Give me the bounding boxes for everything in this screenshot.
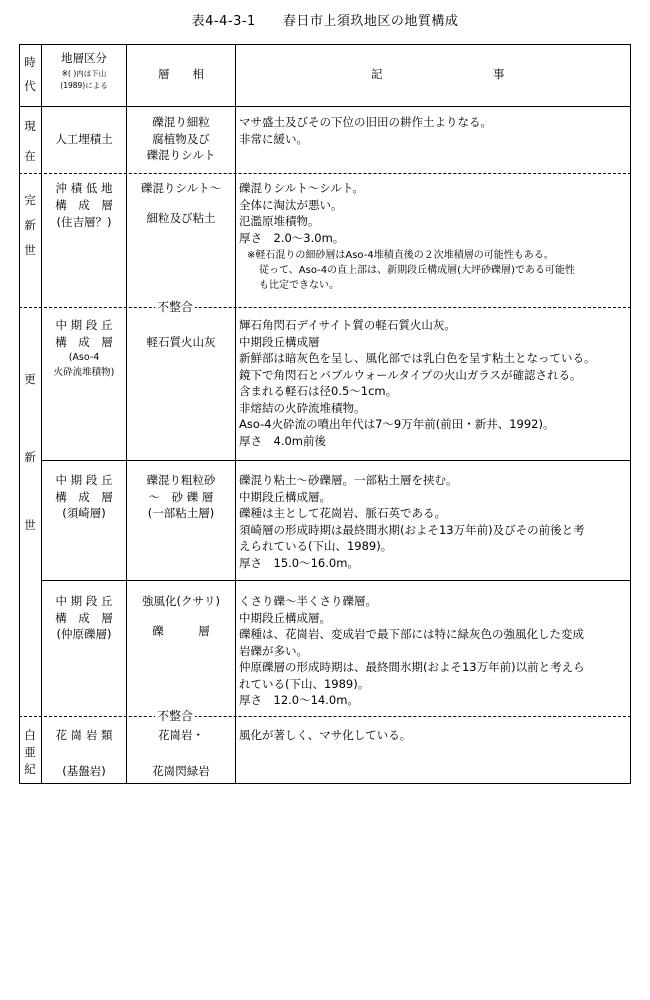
facies-label: 礫混り粗粒砂 ～ 砂 礫 層 (一部粘土層) [146,473,216,520]
description: 礫混り粘土～砂礫層。一部粘土層を挟む。 中期段丘構成層。 礫種は主として花崗岩、脈石英である。 須崎層の形成時期は最終間氷期(およそ13万年前)及びその前後と考 えられている(下山、1989)。 厚さ 15.0～16.0m。 [239,473,585,570]
facies-label: 礫混り細粒 腐植物及び 礫混りシルト [146,115,216,162]
facies-label: 花崗岩・ 花崗閃緑岩 [152,728,210,778]
era-cretaceous: 白 亜 紀 [24,728,36,776]
unit-label: 中 期 段 丘 構 成 層 (Aso-4 火砕流堆積物) [53,318,115,378]
unit-label: 花 崗 岩 類 (基盤岩) [55,728,113,778]
unit-label: 人工埋積土 [55,132,113,146]
description: くさり礫～半くさり礫層。 中期段丘構成層。 礫種は、花崗岩、変成岩で最下部には特に緑灰色の強風化した変成 岩礫が多い。 仲原礫層の形成時期は、最終間氷期(およそ13万年前)以前と考えら れている(下山、1989)。 厚さ 12.0～14.0m。 [239,594,585,707]
header-unit: 地層区分 [61,51,107,65]
unit-label: 中 期 段 丘 構 成 層 (仲原礫層) [55,594,113,641]
header-facies: 層 相 [158,67,204,81]
era-holocene: 完 新 世 [24,193,36,257]
header-era: 時 代 [24,55,36,93]
unconformity-label: 不整合 [157,709,194,723]
facies-label: 強風化(クサリ) 礫 層 [142,594,220,638]
header-desc: 事 [493,67,505,81]
unit-label: 沖 積 低 地 構 成 層 (住吉層？) [55,181,113,229]
geology-table [19,44,631,784]
table-title: 表4-4-3-1 春日市上須玖地区の地質構成 [191,14,459,29]
header-desc: 記 [371,67,383,81]
era-pleistocene: 更 新 世 [24,372,36,532]
description-note: ※軽石混りの細砂層はAso-4堆積直後の２次堆積層の可能性もある。 従って、Aso-4の直上部は、新期段丘構成層(大坪砂礫層)である可能性 も比定できない。 [247,250,575,291]
description: 礫混りシルト～シルト。 全体に淘汰が悪い。 氾濫原堆積物。 厚さ 2.0～3.0m。 [239,181,364,245]
description: 輝石角閃石デイサイト質の軽石質火山灰。 中期段丘構成層 新鮮部は暗灰色を呈し、風化部では乳白色を呈す粘土となっている。 鏡下で角閃石とバブルウォールタイプの火山ガラスが確認される。 含まれる軽石は径0.5～1cm。 非熔結の火砕流堆積物。 Aso-4火砕流の噴出年代は7～9万年前(前田・新井、1992)。 厚さ 4.0m前後 [239,318,596,448]
facies-label: 軽石質火山灰 [146,335,216,349]
facies-label: 礫混りシルト～ 細粒及び粘土 [140,181,222,225]
header-unit-note: (1989)による [60,81,108,90]
unconformity-label: 不整合 [157,300,194,314]
unit-label: 中 期 段 丘 構 成 層 (須崎層) [55,473,113,520]
description: 風化が著しく、マサ化している。 [239,728,412,742]
era-current: 現 在 [24,119,36,163]
header-unit-note: ※( )内は下山 [61,69,107,78]
description: マサ盛土及びその下位の旧田の耕作土よりなる。 非常に緩い。 [239,115,492,146]
